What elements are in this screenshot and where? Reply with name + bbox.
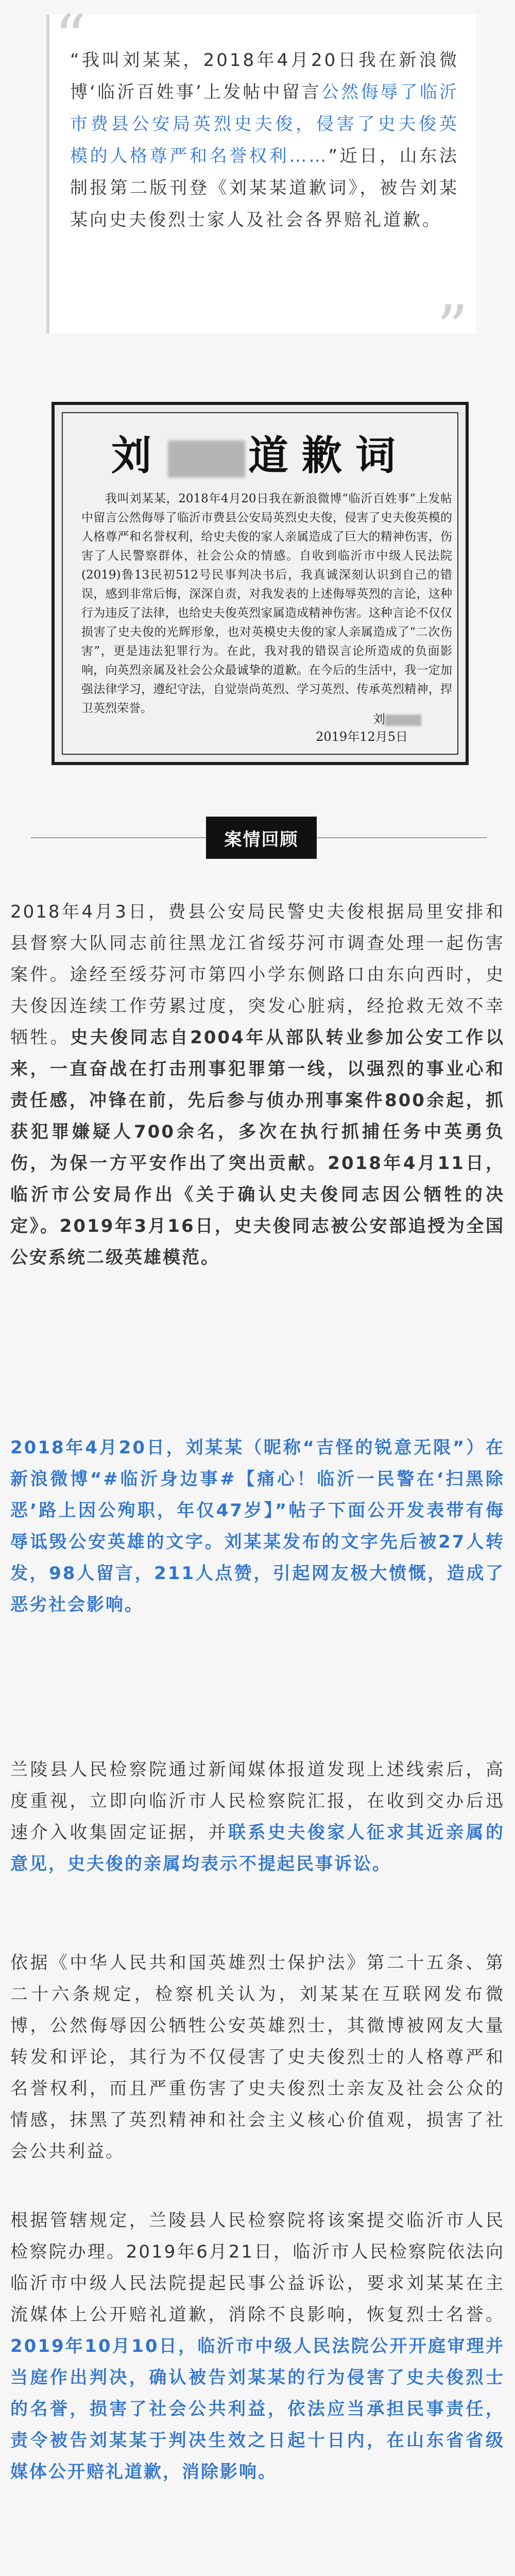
quote-seg-2: 公然侮辱了临沂市费县公安局英烈史夫俊，侵害了史夫俊英模的人格尊严和名誉权利…… xyxy=(70,82,459,166)
paragraph-3-seg-1: 兰陵县人民检察院通过新闻媒体报道发现上述线索后，高度重视，立即向临沂市人民检察院汇报，在收到交办后迅速介入收集固定证据，并 xyxy=(10,1759,505,1843)
heading-divider-left xyxy=(31,837,206,838)
quote-text xyxy=(70,44,459,236)
paragraph-4 xyxy=(10,1947,505,2167)
paragraph-2-seg-1: 2018年4月20日，刘某某（昵称“吉怪的锐意无限”）在新浪微博“#临沂身边事#【痛心！临沂一民警在‘扫黑除恶’路上因公殉职，年仅47岁】”帖子下面公开发表带有侮辱诋毁公安英雄的文字。刘某某发布的文字先后被27人转发，98人留言，211人点赞，引起网友极大愤慨，造成了恶劣社会影响。 xyxy=(10,1437,505,1615)
quote-seg-1: “我叫刘某某，2018年4月20日我在新浪微博‘临沂百姓事’上发帖中留言 xyxy=(70,50,459,103)
apology-body: 我叫刘某某，2018年4月20日我在新浪微博“临沂百姓事”上发帖中留言公然侮辱了临沂市费县公安局英烈史夫俊，侵害了史夫俊英模的人格尊严和名誉权利，给史夫俊的家人亲属造成了巨大的精神伤害，伤害了人民警察群体，社会公众的情感。自收到临沂市中级人民法院(2019)鲁13民初512号民事判决书后，我真诚深刻认识到自己的错误，感到非常后悔，深深自责，对我发表的上述侮辱英烈的言论，这种行为违反了法律，也给史夫俊英烈家属造成精神伤害。这种言论不仅仅损害了史夫俊的光辉形象，也对英模史夫俊的家人亲属造成了“二次伤害”，更是违法犯罪行为。在此，我对我的错误言论所造成的负面影响，向英烈亲属及社会公众最诚挚的道歉。在今后的生活中，我一定加强法律学习，遵纪守法，自觉崇尚英烈、学习英烈、传承英烈精神，捍卫英烈荣誉。 xyxy=(81,492,452,715)
heading-divider-right xyxy=(317,837,487,838)
paragraph-1-seg-1: 2018年4月3日，费县公安局民警史夫俊根据局里安排和县督察大队同志前往黑龙江省绥芬河市调查处理一起伤害案件。途经至绥芬河市第四小学东侧路口由东向西时，史夫俊因连续工作劳累过度，突发心脏病，经抢救无效不幸牺牲。 xyxy=(10,902,505,1048)
section-heading: 案情回顾 xyxy=(206,817,317,859)
open-quote-icon: “ xyxy=(55,2,87,74)
apology-title-text: 道歉词 xyxy=(248,432,409,479)
apology-signature-surname: 刘 xyxy=(373,712,385,726)
paragraph-3 xyxy=(10,1754,505,1880)
quote-seg-3: ”近日，山东法制报第二版刊登《刘某某道歉词》，被告刘某某向史夫俊烈士家人及社会各界赔礼道歉。 xyxy=(70,146,459,230)
paragraph-3-seg-2: 联系史夫俊家人征求其近亲属的意见，史夫俊的亲属均表示不提起民事诉讼。 xyxy=(10,1822,505,1874)
paragraph-5-seg-1: 根据管辖规定，兰陵县人民检察院将该案提交临沂市人民检察院办理。2019年6月21日，临沂市人民检察院依法向临沂市中级人民法院提起民事公益诉讼，要求刘某某在主流媒体上公开赔礼道歉，消除不良影响，恢复烈士名誉。 xyxy=(10,2210,505,2325)
paragraph-1-seg-2: 史夫俊同志自2004年从部队转业参加公安工作以来，一直奋战在打击刑事犯罪第一线，以强烈的事业心和责任感，冲锋在前，先后参与侦办刑事案件800余起，抓获犯罪嫌疑人700余名，多次在执行抓捕任务中英勇负伤，为保一方平安作出了突出贡献。2018年4月11日，临沂市公安局作出《关于确认史夫俊同志因公牺牲的决定》。2019年3月16日，史夫俊同志被公安部追授为全国公安系统二级英雄模范。 xyxy=(10,1027,505,1268)
apology-title-surname: 刘 xyxy=(111,432,165,479)
apology-signature xyxy=(373,709,421,727)
paragraph-4-seg-1: 依据《中华人民共和国英雄烈士保护法》第二十五条、第二十六条规定，检察机关认为，刘某某在互联网发布微博，公然侮辱因公牺牲公安英雄烈士，其微博被网友大量转发和评论，其行为不仅侵害了史夫俊烈士的人格尊严和名誉权利，而且严重伤害了史夫俊烈士亲友及社会公众的情感，抹黑了英烈精神和社会主义核心价值观，损害了社会公共利益。 xyxy=(10,1953,505,2162)
paragraph-2 xyxy=(10,1432,505,1621)
blurred-signature xyxy=(385,715,421,726)
paragraph-5 xyxy=(10,2205,505,2488)
close-quote-icon: ” xyxy=(436,293,468,364)
apology-title xyxy=(63,423,457,481)
apology-date: 2019年12月5日 xyxy=(316,730,408,744)
apology-frame xyxy=(62,412,458,755)
apology-image xyxy=(52,402,469,765)
quote-box xyxy=(46,2,476,364)
paragraph-5-seg-2: 2019年10月10日，临沂市中级人民法院公开开庭审理并当庭作出判决，确认被告刘某某的行为侵害了史夫俊烈士的名誉，损害了社会公共利益，依法应当承担民事责任，责令被告刘某某于判决生效之日起十日内，在山东省省级媒体公开赔礼道歉，消除影响。 xyxy=(10,2336,505,2482)
blurred-name xyxy=(168,440,245,478)
paragraph-1 xyxy=(10,896,505,1274)
